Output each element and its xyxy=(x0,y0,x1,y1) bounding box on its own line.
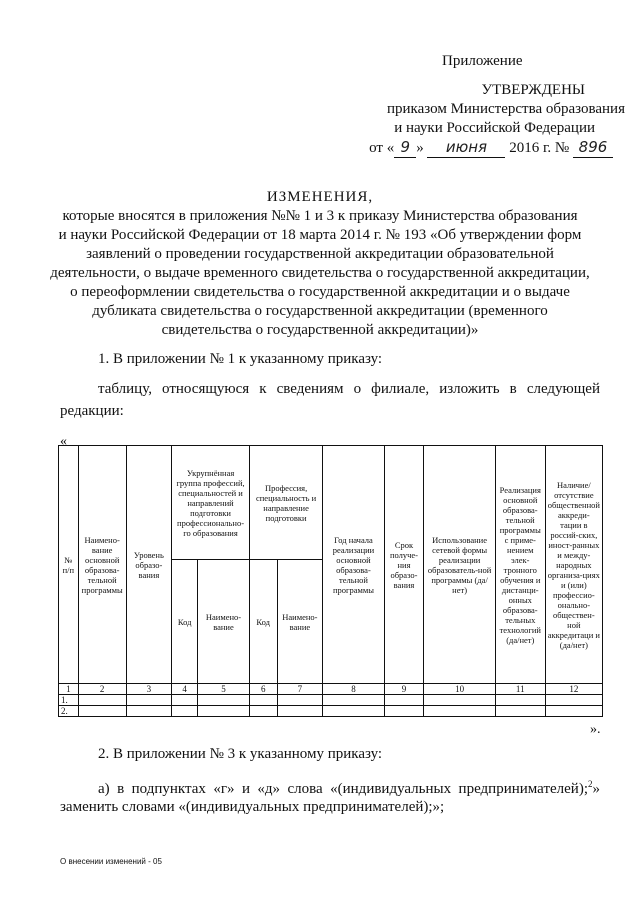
col-number: 11 xyxy=(495,684,545,695)
section2-heading: 2. В приложении № 3 к указанному приказу: xyxy=(98,746,383,762)
header-network: Использование сетевой формы реализации образователь-ной программы (да/нет) xyxy=(424,446,496,684)
table-row xyxy=(59,695,603,706)
header-program-name: Наимено-вание основной образова-тельной программы xyxy=(78,446,126,684)
col-number: 7 xyxy=(277,684,323,695)
approval-line-1: приказом Министерства образования xyxy=(387,101,625,117)
header-level: Уровень образо-вания xyxy=(126,446,172,684)
header-code-a: Код xyxy=(172,560,198,684)
header-num: № п/п xyxy=(59,446,79,684)
close-quote: ». xyxy=(590,722,601,737)
title-line-1: которые вносятся в приложения №№ 1 и 3 к приказу Министерства образования xyxy=(62,208,578,224)
section1-text-line-1: таблицу, относящуюся к сведениям о филиале, изложить в следующей xyxy=(98,381,600,397)
col-number: 12 xyxy=(545,684,602,695)
header-name-b: Наимено-вание xyxy=(277,560,323,684)
col-number: 1 xyxy=(59,684,79,695)
appendix-label: Приложение xyxy=(442,53,523,69)
header-year: Год начала реализации основной образова-тельной программы xyxy=(323,446,384,684)
title-line-4: деятельности, о выдаче временного свидетельства о государственной аккредитации, xyxy=(50,265,590,281)
header-accreditation: Наличие/ отсутствие общественной аккреди-тации в россий-ских, иност-ранных и между-народных организа-циях и (или) профессио-онально-обществен-ной аккредитаци и (да/нет) xyxy=(545,446,602,684)
header-profession: Профессия, специальность и направление подготовки xyxy=(249,446,322,560)
header-group: Укрупнённая группа профессий, специальностей и направлений подготовки профессионально-го образования xyxy=(172,446,250,560)
header-term: Срок получе-ния образо-вания xyxy=(384,446,424,684)
col-number: 2 xyxy=(78,684,126,695)
section2-item-a-line-1: а) в подпунктах «г» и «д» слова «(индивидуальных предпринимателей);$^2$» xyxy=(98,779,600,797)
approval-block xyxy=(335,52,625,158)
col-number: 3 xyxy=(126,684,172,695)
col-number: 6 xyxy=(249,684,277,695)
title-line-2: и науки Российской Федерации от 18 марта 2014 г. № 193 «Об утверждении форм xyxy=(58,227,582,243)
footer-note: О внесении изменений - 05 xyxy=(60,857,162,866)
handwritten-month: июня xyxy=(427,138,505,158)
col-number: 8 xyxy=(323,684,384,695)
approved-label: УТВЕРЖДЕНЫ xyxy=(481,82,585,98)
section1-text-line-2: редакции: xyxy=(60,403,124,419)
handwritten-number: 896 xyxy=(573,138,613,158)
header-name-a: Наимено-вание xyxy=(198,560,250,684)
col-number: 5 xyxy=(198,684,250,695)
handwritten-day: 9 xyxy=(394,138,416,158)
document-title xyxy=(40,188,600,340)
title-line-5: о переоформлении свидетельства о государственной аккредитации и о выдаче xyxy=(70,284,570,300)
section1-heading: 1. В приложении № 1 к указанному приказу: xyxy=(98,351,383,367)
section2-item-a-line-2: заменить словами «(индивидуальных предпринимателей);»; xyxy=(60,799,445,815)
approval-line-2: и науки Российской Федерации xyxy=(394,120,595,136)
title-line-7: свидетельства о государственной аккредитации)» xyxy=(161,322,479,338)
row-number: 1. xyxy=(59,695,79,706)
header-code-b: Код xyxy=(249,560,277,684)
row-number: 2. xyxy=(59,706,79,717)
column-number-row xyxy=(59,684,603,695)
title-line-6: дубликата свидетельства о государственной аккредитации (временного xyxy=(92,303,548,319)
col-number: 4 xyxy=(172,684,198,695)
table-row xyxy=(59,706,603,717)
title-caption: ИЗМЕНЕНИЯ, xyxy=(266,189,374,205)
header-elearning: Реализация основной образова-тельной программы с приме-нением элек-тронного обучения и дистанци-онных образова-тельных технологий (да/нет) xyxy=(495,446,545,684)
branch-table xyxy=(58,445,603,717)
col-number: 9 xyxy=(384,684,424,695)
col-number: 10 xyxy=(424,684,496,695)
title-line-3: заявлений о проведении государственной аккредитации образовательной xyxy=(86,246,554,262)
approval-date: от « 9 » июня 2016 г. № 896 xyxy=(335,138,625,158)
open-quote: « xyxy=(60,434,67,449)
